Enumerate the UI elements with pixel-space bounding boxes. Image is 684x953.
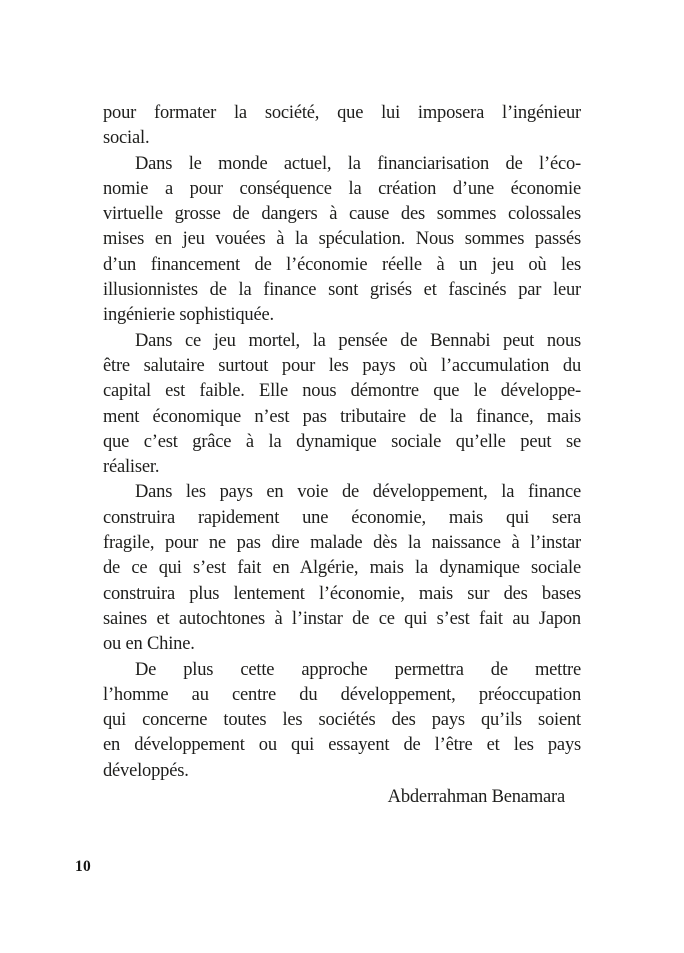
paragraph — [103, 101, 581, 152]
text-line: ou en Chine. — [103, 634, 195, 655]
text-line: réaliser. — [103, 457, 160, 478]
text-line: De plus cette approche permettra de mettre — [135, 659, 581, 680]
text-line: être salutaire surtout pour les pays où l’accumulation du — [103, 355, 581, 376]
text-line: virtuelle grosse de dangers à cause des sommes colossales — [103, 204, 581, 225]
text-line: ment économique n’est pas tributaire de la finance, mais — [103, 406, 581, 427]
paragraph — [103, 329, 581, 481]
text-line: pour formater la société, que lui imposera l’ingénieur — [103, 103, 581, 123]
text-line: Dans les pays en voie de développement, la finance — [135, 482, 581, 503]
text-line: qui concerne toutes les sociétés des pays qu’ils soient — [103, 710, 581, 731]
text-line: Dans ce jeu mortel, la pensée de Bennabi peut nous — [135, 330, 581, 351]
text-line: saines et autochtones à l’instar de ce qui s’est fait au Japon — [103, 608, 581, 629]
text-line: construira plus lentement l’économie, mais sur des bases — [103, 583, 581, 604]
text-line: Dans le monde actuel, la financiarisation de l’éco- — [135, 153, 581, 174]
paragraph — [103, 480, 581, 657]
text-line: ingénierie sophistiquée. — [103, 305, 274, 326]
body-text — [103, 101, 581, 810]
text-line: fragile, pour ne pas dire malade dès la naissance à l’instar — [103, 533, 581, 554]
text-line: capital est faible. Elle nous démontre que le développe- — [103, 381, 581, 402]
paragraphs-container — [103, 101, 581, 784]
text-line: construira rapidement une économie, mais qui sera — [103, 507, 581, 528]
text-line: social. — [103, 128, 150, 149]
paragraph — [103, 658, 581, 784]
text-line: développés. — [103, 760, 189, 781]
text-line: que c’est grâce à la dynamique sociale qu’elle peut se — [103, 431, 581, 452]
page-number: 10 — [75, 858, 92, 875]
text-line: de ce qui s’est fait en Algérie, mais la dynamique sociale — [103, 558, 581, 579]
text-line: en développement ou qui essayent de l’être et les pays — [103, 735, 581, 756]
text-line: d’un financement de l’économie réelle à un jeu où les — [103, 254, 581, 275]
text-line: nomie a pour conséquence la création d’une économie — [103, 178, 581, 199]
author-signature: Abderrahman Benamara — [387, 787, 565, 808]
text-line: mises en jeu vouées à la spéculation. Nous sommes passés — [103, 229, 581, 250]
paragraph — [103, 152, 581, 329]
text-line: l’homme au centre du développement, préoccupation — [103, 684, 581, 705]
text-line: illusionnistes de la finance sont grisés et fascinés par leur — [103, 280, 581, 301]
